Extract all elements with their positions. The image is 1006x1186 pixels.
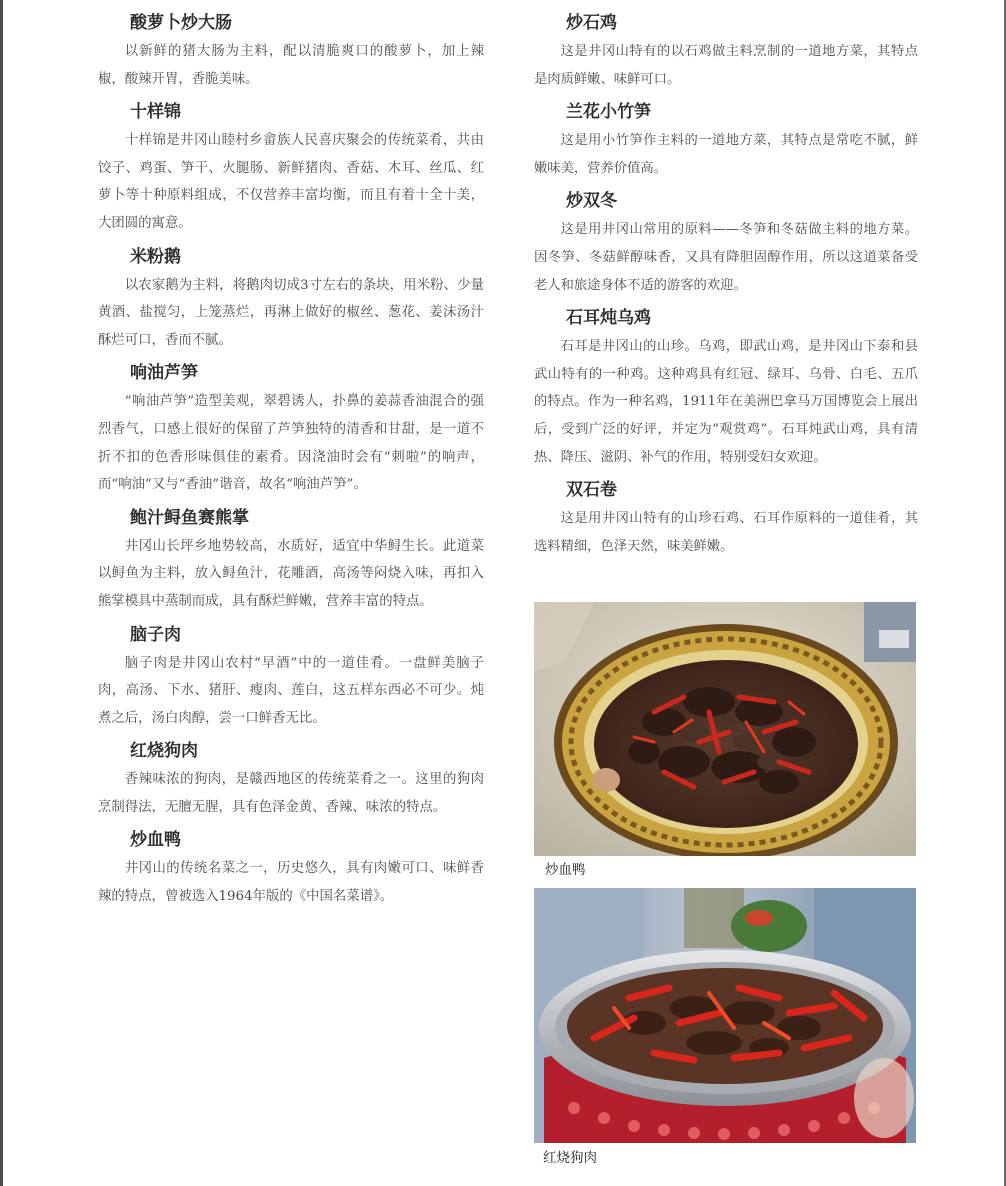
dish-description: 以新鲜的猪大肠为主料，配以清脆爽口的酸萝卜，加上辣椒，酸辣开胃，香脆美味。 xyxy=(98,44,484,87)
photo-caption: 红烧狗肉 xyxy=(543,1150,597,1166)
dish-item xyxy=(534,475,918,560)
dish-description: 香辣味浓的狗肉，是赣西地区的传统菜肴之一。这里的狗肉烹制得法，无膻无腥，具有色泽金黄、香辣、味浓的特点。 xyxy=(98,772,484,815)
dish-photo-illustration xyxy=(534,602,916,856)
dish-item xyxy=(534,303,918,471)
dish-title: 酸萝卜炒大肠 xyxy=(130,13,232,33)
dish-description: “响油芦笋”造型美观，翠碧诱人，扑鼻的姜蒜香油混合的强烈香气，口感上很好的保留了芦笋独特的清香和甘甜，是一道不折不扣的色香形味俱佳的素肴。因浇油时会有“刺啦”的响声，而“响油”又与“香油”谐音，故名“响油芦笋”。 xyxy=(98,394,484,493)
dish-photo-illustration xyxy=(534,888,916,1143)
dish-title: 红烧狗肉 xyxy=(130,741,198,762)
dish-description: 这是用小竹笋作主料的一道地方菜，其特点是常吃不腻，鲜嫩味美，营养价值高。 xyxy=(534,133,918,176)
dish-item xyxy=(534,8,918,93)
photo-braised-dog-meat xyxy=(534,888,916,1143)
page-frame-left xyxy=(0,0,3,1186)
photo-blood-duck xyxy=(534,602,916,856)
dish-item xyxy=(98,620,484,733)
dish-item xyxy=(98,736,484,821)
dish-title: 脑子肉 xyxy=(130,624,181,645)
dish-item xyxy=(98,242,484,355)
dish-title: 鲍汁鲟鱼赛熊掌 xyxy=(130,507,249,528)
dish-title: 兰花小竹笋 xyxy=(566,102,651,123)
dish-item xyxy=(534,186,918,299)
dish-description: 脑子肉是井冈山农村“早酒”中的一道佳肴。一盘鲜美脑子肉，高汤、下水、猪肝、瘦肉、莲白，这五样东西必不可少。炖煮之后，汤白肉醇，尝一口鲜香无比。 xyxy=(98,655,484,726)
dish-description: 这是用井冈山特有的山珍石鸡、石耳作原料的一道佳肴，其选料精细，色泽天然，味美鲜嫩。 xyxy=(534,511,918,554)
dish-description: 十样锦是井冈山睦村乡畲族人民喜庆聚会的传统菜肴，共由饺子、鸡蛋、笋干、火腿肠、新鲜猪肉、香菇、木耳、丝瓜、红萝卜等十种原料组成，不仅营养丰富均衡，而且有着十全十美，大团圆的寓意。 xyxy=(98,133,484,231)
dish-description: 井冈山长坪乡地势较高，水质好，适宜中华鲟生长。此道菜以鲟鱼为主料，放入鲟鱼汁，花雕酒，高汤等闷烧入味，再扣入熊掌模具中蒸制而成，具有酥烂鲜嫩，营养丰富的特点。 xyxy=(98,538,484,609)
dish-item xyxy=(534,97,918,182)
dish-item xyxy=(98,825,484,910)
dish-item xyxy=(98,97,484,237)
dish-description: 以农家鹅为主料，将鹅肉切成3寸左右的条块，用米粉、少量黄酒、盐搅匀，上笼蒸烂，再淋上做好的椒丝、葱花、姜沫汤汁酥烂可口，香而不腻。 xyxy=(98,277,484,348)
dish-title: 米粉鹅 xyxy=(130,246,181,267)
dish-description: 这是井冈山特有的以石鸡做主料烹制的一道地方菜，其特点是肉质鲜嫩、味鲜可口。 xyxy=(534,44,918,87)
dish-title: 双石卷 xyxy=(566,480,617,501)
dish-description: 这是用井冈山常用的原料——冬笋和冬菇做主料的地方菜。因冬笋、冬菇鲜醇味香，又具有降胆固醇作用，所以这道菜备受老人和旅途身体不适的游客的欢迎。 xyxy=(534,222,918,293)
dish-title: 十样锦 xyxy=(130,102,181,123)
dish-title: 炒血鸭 xyxy=(130,830,181,851)
dish-description: 石耳是井冈山的山珍。乌鸡，即武山鸡，是井冈山下泰和县武山特有的一种鸡。这种鸡具有红冠、绿耳、乌骨、白毛、五爪的特点。作为一种名鸡，1911年在美洲巴拿马万国博览会上展出后，受到广泛的好评，并定为“观赏鸡”。石耳炖武山鸡，具有清热、降压、滋阴、补气的作用，特别受妇女欢迎。 xyxy=(534,339,918,465)
left-column xyxy=(98,8,484,915)
dish-title: 石耳炖乌鸡 xyxy=(566,308,651,329)
dish-item xyxy=(98,8,484,93)
dish-item xyxy=(98,358,484,498)
dish-title: 炒双冬 xyxy=(566,191,617,212)
dish-description: 井冈山的传统名菜之一，历史悠久，具有肉嫩可口、味鲜香辣的特点，曾被选入1964年版的《中国名菜谱》。 xyxy=(98,861,484,905)
dish-title: 炒石鸡 xyxy=(566,13,617,33)
right-column xyxy=(534,8,918,564)
dish-item xyxy=(98,503,484,616)
dish-title: 响油芦笋 xyxy=(130,363,198,384)
photo-caption: 炒血鸭 xyxy=(545,862,586,878)
